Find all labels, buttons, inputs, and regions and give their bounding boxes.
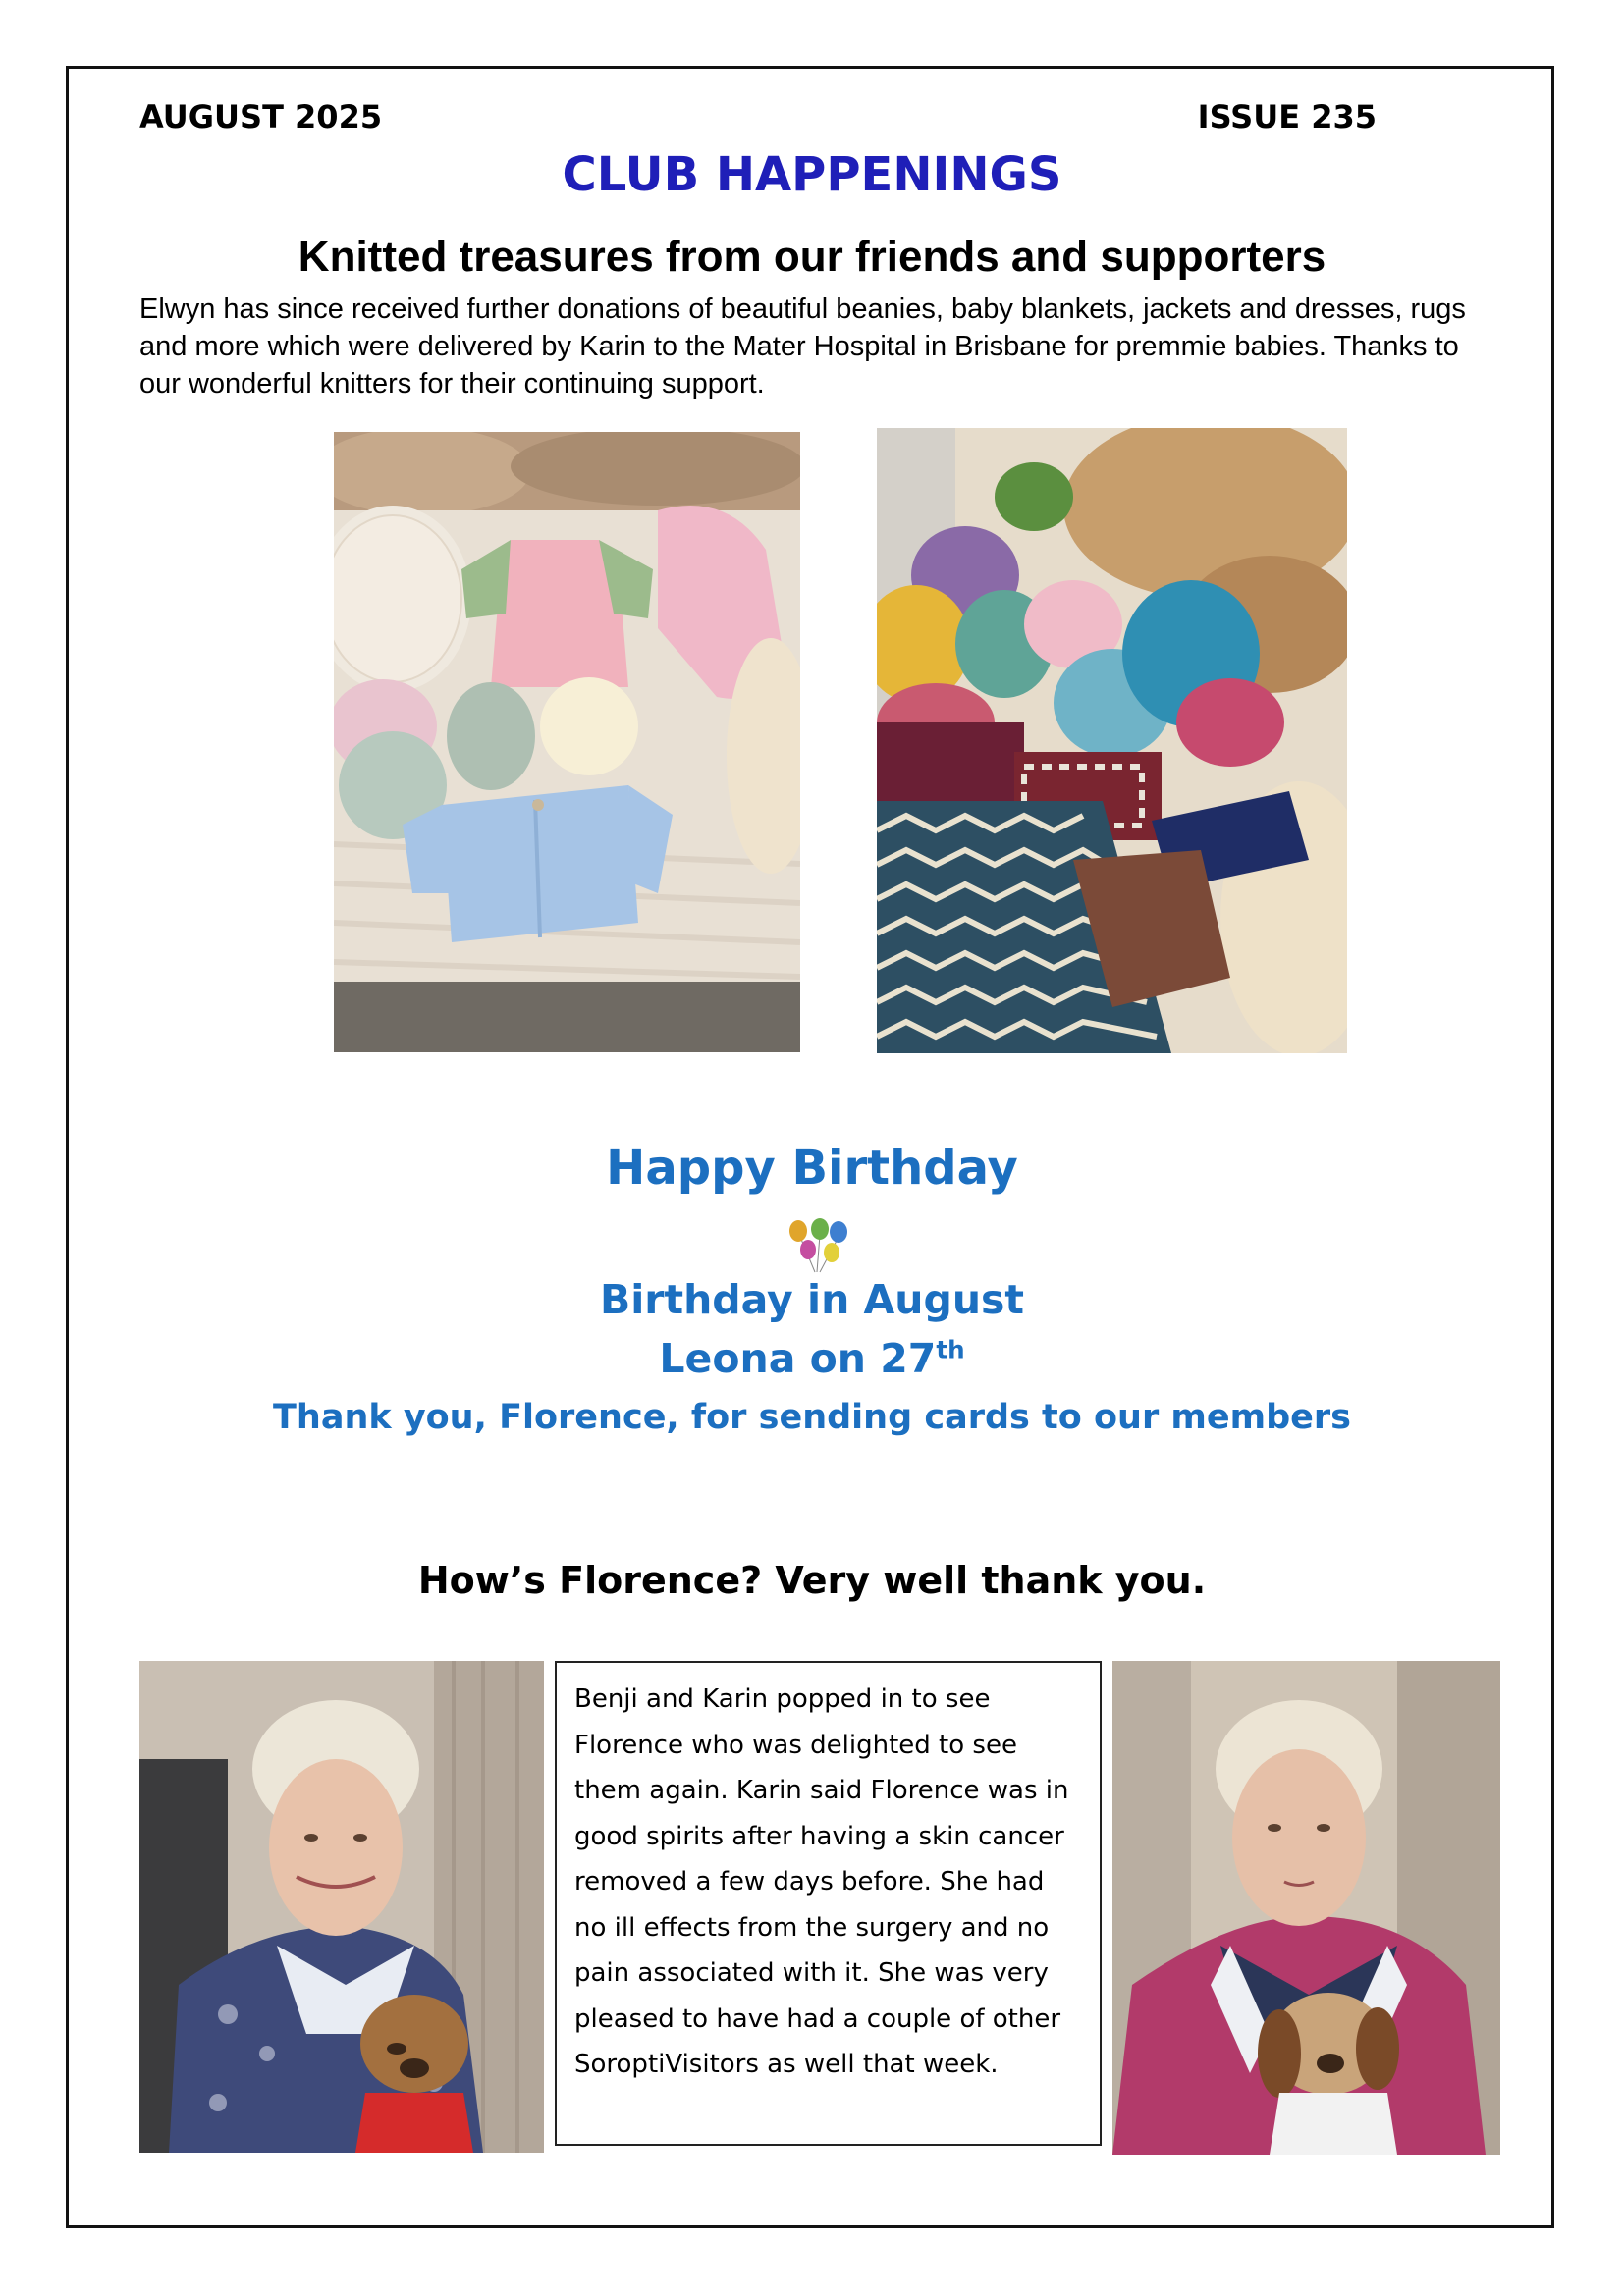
- birthday-heading: Happy Birthday: [606, 1141, 1018, 1196]
- birthday-person: [0, 1335, 1624, 1382]
- florence-story-box: [555, 1661, 1102, 2146]
- knitting-heading: Knitted treasures from our friends and supporters: [298, 233, 1326, 281]
- issue-number: ISSUE 235: [1197, 98, 1377, 135]
- beanies-rugs-photo: [877, 428, 1347, 1053]
- birthday-month: Birthday in August: [599, 1276, 1025, 1323]
- florence-photo-right: [1112, 1661, 1500, 2155]
- knitting-paragraph: Elwyn has since received further donations of beautiful beanies, baby blankets, jackets and dresses, rugs and more which were delivered by Karin to the Mater Hospital in Brisbane for premmie babies. Thanks to our wonderful knitters for their continuing support.: [139, 294, 1466, 400]
- issue-date: AUGUST 2025: [139, 98, 383, 135]
- knitted-clothes-photo: [334, 432, 800, 1052]
- birthday-person-name: Leona on 27: [659, 1335, 937, 1382]
- birthday-thanks: Thank you, Florence, for sending cards to our members: [273, 1398, 1351, 1437]
- florence-photo-left: [139, 1661, 544, 2153]
- florence-story: Benji and Karin popped in to see Florence who was delighted to see them again. Karin said Florence was in good spirits after having a skin cancer removed a few days before. She had no ill effects from the surgery and no pain associated with it. She was very pleased to have had a couple of other SoroptiVisitors as well that week.: [574, 1684, 1069, 2079]
- ordinal-suffix: th: [936, 1335, 965, 1364]
- florence-heading: How’s Florence? Very well thank you.: [417, 1559, 1207, 1602]
- page-title: CLUB HAPPENINGS: [562, 147, 1062, 202]
- balloons-icon: [781, 1217, 854, 1274]
